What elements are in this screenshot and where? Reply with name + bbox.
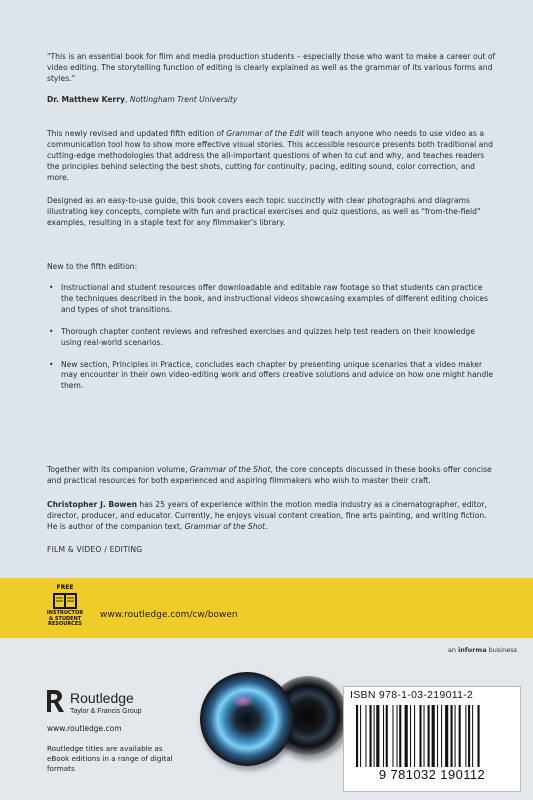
barcode-bar	[445, 705, 448, 767]
companion-website-link[interactable]: www.routledge.com/cw/bowen	[100, 610, 238, 620]
publisher-name: Routledge	[70, 690, 134, 706]
barcode-bar	[428, 705, 430, 767]
p1-text: This newly revised and updated fifth edition of	[47, 129, 227, 138]
isbn-label: ISBN 978-1-03-219011-2	[350, 689, 474, 701]
badge-resources-label: INSTRUCTOR & STUDENT RESOURCES	[46, 610, 84, 628]
barcode-bar	[360, 705, 361, 767]
barcode-bar	[397, 705, 398, 767]
author-bio	[47, 500, 497, 533]
book-title: Grammar of the Edit	[226, 129, 305, 138]
barcode-bar	[383, 705, 384, 767]
author-name: Christopher J. Bowen	[47, 500, 138, 509]
lens-reflection	[232, 694, 254, 708]
bio-end: .	[265, 521, 268, 531]
barcode-bar	[455, 705, 456, 767]
barcode-bar	[370, 705, 372, 767]
barcode-bar	[405, 705, 408, 767]
subject-category: FILM & VIDEO / EDITING	[47, 545, 143, 554]
barcode-bar	[437, 705, 438, 767]
barcode-bar	[410, 705, 411, 767]
barcode-bar	[392, 705, 393, 767]
barcode-bar	[424, 705, 425, 767]
informa-tagline	[448, 646, 517, 654]
free-resources-badge	[44, 584, 86, 636]
endorsement-quote: "This is an essential book for film and media production students – especially those who want to make a career out of video editing. The storytelling function of editing is clearly explained as well as the grammar of its various forms and styles."	[47, 52, 496, 83]
barcode-bar	[441, 705, 442, 767]
endorser-name: Dr. Matthew Kerry	[47, 95, 125, 104]
endorsement-attribution: Dr. Matthew Kerry, Nottingham Trent University	[47, 95, 238, 104]
barcode-bar	[465, 705, 466, 767]
barcode-bar	[356, 705, 358, 767]
barcode	[354, 705, 514, 767]
book-icon	[52, 592, 78, 610]
barcode-bar	[374, 705, 375, 767]
informa-bold: informa	[458, 646, 487, 654]
p4-text-cont: , the core concepts discussed in these books offer concise and practical resources for both experienced and aspiring filmmakers who wish to master their craft.	[47, 465, 492, 485]
publisher-group: Taylor & Francis Group	[70, 708, 142, 715]
barcode-bar	[419, 705, 421, 767]
new-edition-heading: New to the fifth edition:	[47, 262, 138, 271]
camera-lens-image	[200, 672, 294, 766]
barcode-bar	[468, 705, 470, 767]
informa-post: business	[486, 646, 517, 654]
barcode-bar	[459, 705, 461, 767]
guide-paragraph: Designed as an easy-to-use guide, this book covers each topic succinctly with clear photographs and diagrams illustrating key concepts, complete with fun and practical exercises and quiz questions, as well as "from-the-field" examples, resulting in a staple text for any filmmaker's library.	[47, 196, 481, 227]
informa-pre: an	[447, 646, 459, 654]
barcode-bar	[472, 705, 473, 767]
badge-free-label: FREE	[56, 584, 74, 591]
list-item: • Thorough chapter content reviews and refreshed exercises and quizzes help test readers on their knowledge using real-world scenarios.	[47, 327, 497, 349]
new-features-list	[47, 283, 497, 403]
ebook-availability-note: Routledge titles are available as eBook editions in a range of digital formats	[47, 744, 173, 773]
barcode-bar	[451, 705, 453, 767]
barcode-bar	[414, 705, 415, 767]
publisher-website[interactable]: www.routledge.com	[47, 724, 122, 733]
isbn-barcode-box	[343, 686, 521, 792]
companion-paragraph	[47, 465, 497, 487]
p1-text-cont: will teach anyone who needs to use video as a communication tool how to show more effective visual stories. This accessible resource presents both traditional and cutting-edge methodologies that address the all-important questions of when to cut and why, and teaches readers the principles behind selecting the best shots, cutting for continuity, pacing, editing sound, color correction, and more.	[47, 129, 493, 182]
p4-text: Together with its companion volume,	[47, 465, 190, 474]
companion-title: Grammar of the Shot	[189, 465, 271, 474]
barcode-bar	[386, 705, 388, 767]
endorser-affiliation: Nottingham Trent University	[129, 95, 238, 104]
barcode-bar	[432, 705, 435, 767]
description-paragraph	[47, 129, 497, 184]
bio-text: has 25 years of experience within the motion media industry as a cinematographer, editor, director, producer, and educator. Currently, he enjoys visual content creation, fine arts painting, and writing fiction. He is author of the companion text,	[47, 500, 487, 531]
list-item: • New section, Principles in Practice, concludes each chapter by presenting unique scenarios that a video maker may encounter in their own video-editing work and offers creative solutions and advice on how one might handle them.	[47, 360, 497, 393]
barcode-bar	[399, 705, 401, 767]
barcode-bar	[478, 705, 480, 767]
routledge-logo-icon	[44, 688, 66, 714]
barcode-digits: 9 781032 190112	[378, 767, 486, 782]
list-item: • Instructional and student resources offer downloadable and editable raw footage so that students can practice the techniques described in the book, and instructional videos showcasing examples of different editing choices and types of shot transitions.	[47, 283, 497, 316]
barcode-bar	[376, 705, 379, 767]
bio-companion-title: Grammar of the Shot	[184, 521, 266, 531]
barcode-bar	[365, 705, 366, 767]
